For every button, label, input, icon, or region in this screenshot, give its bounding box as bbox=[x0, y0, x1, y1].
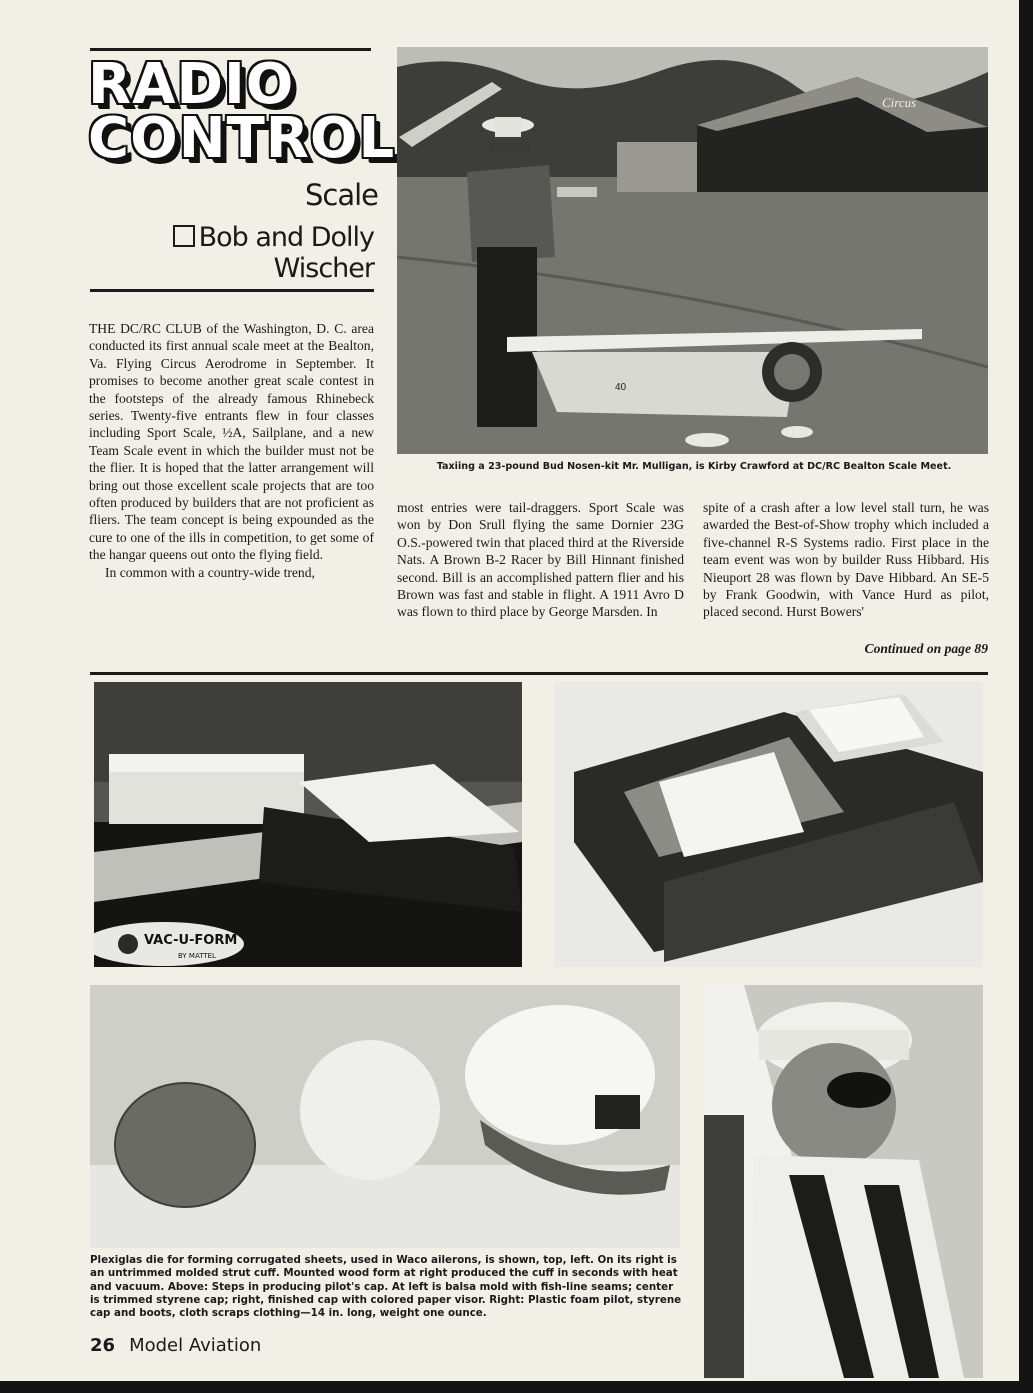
vac-u-form-logo: VAC-U-FORM bbox=[144, 933, 238, 948]
article-column-1 bbox=[89, 320, 374, 581]
article-column-2 bbox=[397, 499, 684, 621]
right-border bbox=[1019, 0, 1033, 1393]
photo-caption-top: Taxiing a 23-pound Bud Nosen-kit Mr. Mulligan, is Kirby Crawford at DC/RC Bealton Scale Meet. bbox=[436, 461, 952, 472]
masthead bbox=[88, 52, 396, 212]
hangar-sign: Circus bbox=[882, 95, 917, 110]
photo-foam-pilot-figure bbox=[704, 985, 983, 1378]
byline-surname: Wischer bbox=[273, 253, 374, 284]
photo-pilot-cap-molds bbox=[90, 985, 680, 1248]
byline-names: Bob and Dolly bbox=[198, 222, 374, 253]
magazine-name: Model Aviation bbox=[129, 1335, 262, 1356]
bottom-border bbox=[0, 1381, 1033, 1393]
section-label: Scale bbox=[304, 178, 378, 212]
section-rule bbox=[90, 672, 988, 675]
page-footer bbox=[90, 1335, 261, 1356]
photo-vac-u-form-machine bbox=[94, 682, 522, 967]
article-paragraph: spite of a crash after a low level stall turn, he was awarded the Best-of-Show trophy which included a five-channel R-S Systems radio. First place in the team event was won by builder Russ Hibbard. His Nieuport 28 was flown by Dave Hibbard. An SE-5 by Frank Goodwin, with Vance Hurd as pilot, placed second. Hurst Bowers' bbox=[703, 500, 989, 620]
plane-number: 40 bbox=[615, 382, 627, 393]
continued-note: Continued on page 89 bbox=[864, 641, 988, 656]
masthead-title-line1: RADIO bbox=[88, 52, 295, 117]
header-rule-bottom bbox=[90, 289, 374, 292]
article-paragraph: In common with a country-wide trend, bbox=[105, 564, 315, 580]
article-paragraph: most entries were tail-draggers. Sport Scale was won by Don Srull flying the same Dornier 23G O.S.-powered twin that placed third at the Riverside Nats. A Brown B-2 Racer by Bill Hinnant finished second. Bill is an accomplished pattern flier and his Brown was fast and stable in flight. A 1911 Avro D was flown to third place by George Marsden. In bbox=[397, 500, 684, 620]
photo-kirby-crawford-mr-mulligan bbox=[397, 47, 988, 454]
header-rule-top bbox=[90, 48, 371, 51]
photo-caption-bottom: Plexiglas die for forming corrugated sheets, used in Waco ailerons, is shown, top, left. On its right is an untrimmed molded strut cuff. Mounted wood form at right produced the cuff in seconds with heat and vacuum. Above: Steps in producing pilot's cap. At left is balsa mold with fish-line seams; center is trimmed styrene cap; right, finished cap with colored paper visor. Right: Plastic foam pilot, styrene cap and boots, cloth scraps clothing—14 in. long, weight one ounce. bbox=[90, 1254, 682, 1320]
photo-wood-form-strut-cuff bbox=[554, 682, 983, 967]
article-paragraph: THE DC/RC CLUB of the Washington, D. C. area conducted its first annual scale meet at the Bealton, Va. Flying Circus Aerodrome in September. It promises to become another great scale contest in the footsteps of the already famous Rhinebeck series. Twenty-five entrants flew in four classes including Sport Scale, ½A, Sailplane, and a new Team Scale event in which the builder must not be the flier. It is hoped that the latter arrangement will bring out those excellent scale projects that are too often produced by builders that are not proficient as fliers. The team concept is being expounded as the cure to one of the ills in competition, to get some of the hangar queens out onto the flying field. bbox=[89, 321, 374, 563]
lead-in: THE DC/RC CLUB bbox=[89, 321, 202, 336]
byline bbox=[148, 222, 374, 284]
vac-u-form-maker: BY MATTEL bbox=[178, 952, 216, 960]
article-column-3 bbox=[703, 499, 989, 621]
page-number: 26 bbox=[90, 1335, 116, 1356]
masthead-title-line2: CONTROL bbox=[88, 106, 396, 171]
ballot-box-icon bbox=[173, 225, 195, 247]
